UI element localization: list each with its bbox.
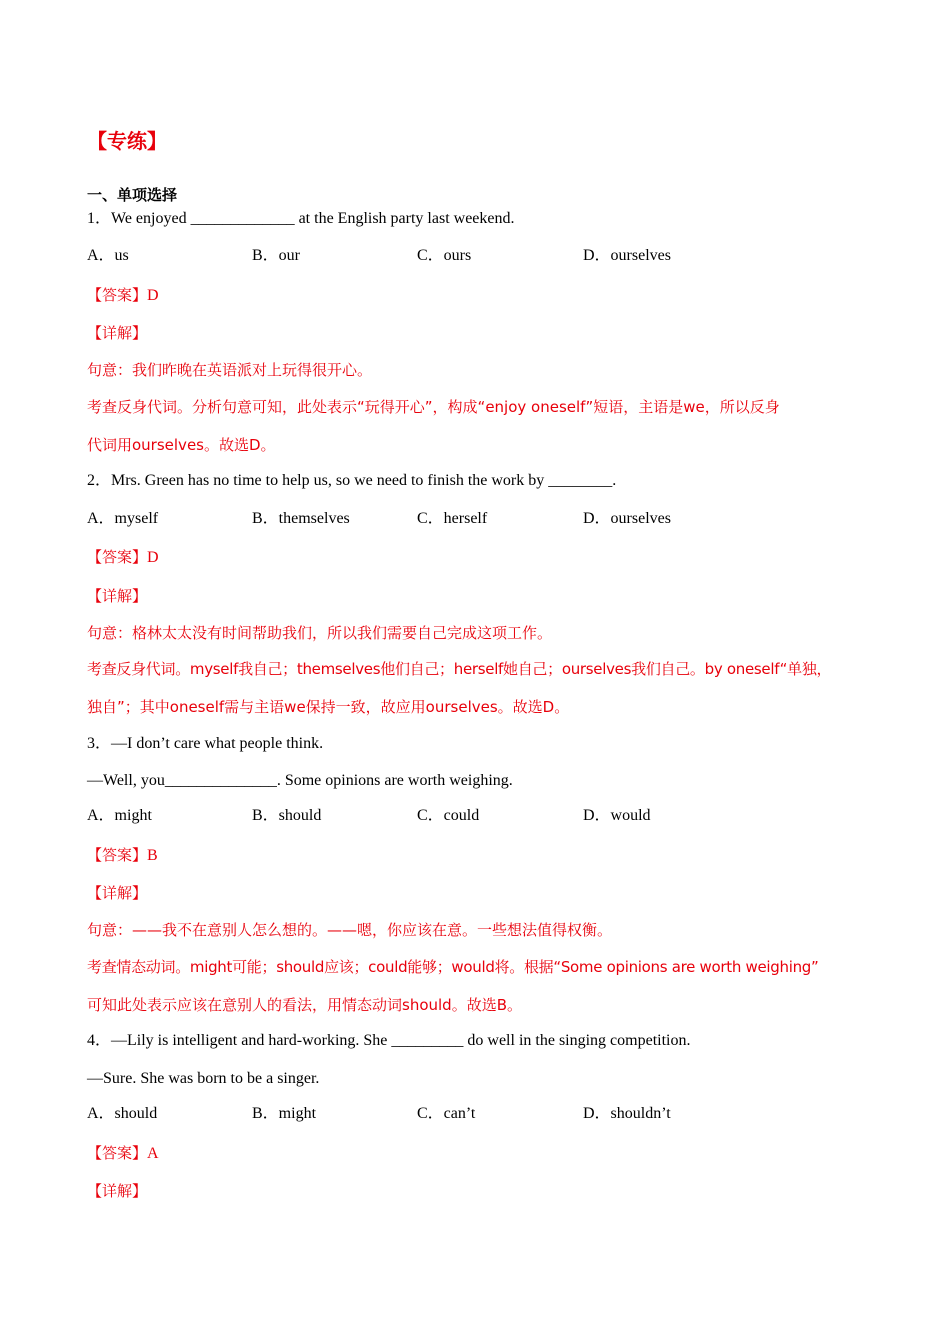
question-3-option-a: A．might <box>87 807 152 824</box>
question-1-explanation-line: 句意：我们昨晚在英语派对上玩得很开心。 <box>87 361 373 379</box>
question-2-explanation-line: 考查反身代词。myself我自己；themselves他们自己；herself她自己；ourselves我们自己。by oneself“单独， <box>87 660 832 678</box>
question-3-answer <box>87 845 158 866</box>
section-title: 一、单项选择 <box>87 186 178 204</box>
question-2-detail-tag: 【详解】 <box>87 587 148 605</box>
question-4-option-d: D．shouldn’t <box>583 1105 671 1122</box>
answer-tag: 【答案】 <box>87 1144 148 1162</box>
question-3-detail-tag: 【详解】 <box>87 884 148 902</box>
question-1-option-c: C．ours <box>417 247 472 264</box>
question-3-stem-response: —Well, you______________. Some opinions are worth weighing. <box>87 772 513 789</box>
question-2-answer <box>87 547 159 568</box>
question-1-option-b: B．our <box>252 247 301 264</box>
question-1-answer <box>87 285 159 306</box>
question-4-answer <box>87 1143 159 1164</box>
answer-tag: 【答案】 <box>87 548 148 566</box>
question-2-option-b: B．themselves <box>252 510 350 527</box>
question-4-option-a: A．should <box>87 1105 158 1122</box>
answer-value: D <box>147 549 159 566</box>
page-title: 【专练】 <box>87 131 167 153</box>
question-4-stem: 4．—Lily is intelligent and hard-working. She _________ do well in the singing competition. <box>87 1032 691 1049</box>
question-3-explanation-line: 考查情态动词。might可能；should应该；could能够；would将。根据“Some opinions are worth weighing” <box>87 958 819 976</box>
question-1-explanation-line: 代词用ourselves。故选D。 <box>87 436 276 454</box>
question-1-explanation-line: 考查反身代词。分析句意可知，此处表示“玩得开心”，构成“enjoy oneself”短语，主语是we，所以反身 <box>87 398 780 416</box>
answer-value: D <box>147 287 159 304</box>
question-2-option-d: D．ourselves <box>583 510 671 527</box>
answer-value: A <box>147 1145 159 1162</box>
question-3-explanation-line: 可知此处表示应该在意别人的看法，用情态动词should。故选B。 <box>87 996 522 1014</box>
question-3-stem: 3．—I don’t care what people think. <box>87 735 324 752</box>
question-3-explanation-line: 句意：——我不在意别人怎么想的。——嗯，你应该在意。一些想法值得权衡。 <box>87 921 613 939</box>
question-3-option-b: B．should <box>252 807 322 824</box>
question-2-option-a: A．myself <box>87 510 159 527</box>
question-1-option-a: A．us <box>87 247 129 264</box>
question-4-option-b: B．might <box>252 1105 317 1122</box>
question-4-detail-tag: 【详解】 <box>87 1182 148 1200</box>
question-2-option-c: C．herself <box>417 510 488 527</box>
question-3-option-c: C．could <box>417 807 480 824</box>
question-1-option-d: D．ourselves <box>583 247 671 264</box>
question-4-stem-response: —Sure. She was born to be a singer. <box>87 1070 320 1087</box>
question-3-option-d: D．would <box>583 807 651 824</box>
answer-tag: 【答案】 <box>87 846 148 864</box>
question-2-explanation-line: 句意：格林太太没有时间帮助我们，所以我们需要自己完成这项工作。 <box>87 624 553 642</box>
answer-tag: 【答案】 <box>87 286 148 304</box>
question-2-explanation-line: 独自”；其中oneself需与主语we保持一致，故应用ourselves。故选D。 <box>87 698 570 716</box>
answer-value: B <box>147 847 158 864</box>
question-2-stem: 2．Mrs. Green has no time to help us, so we need to finish the work by ________. <box>87 472 617 489</box>
question-1-stem: 1．We enjoyed _____________ at the English party last weekend. <box>87 210 515 227</box>
question-1-detail-tag: 【详解】 <box>87 324 148 342</box>
question-4-option-c: C．can’t <box>417 1105 476 1122</box>
